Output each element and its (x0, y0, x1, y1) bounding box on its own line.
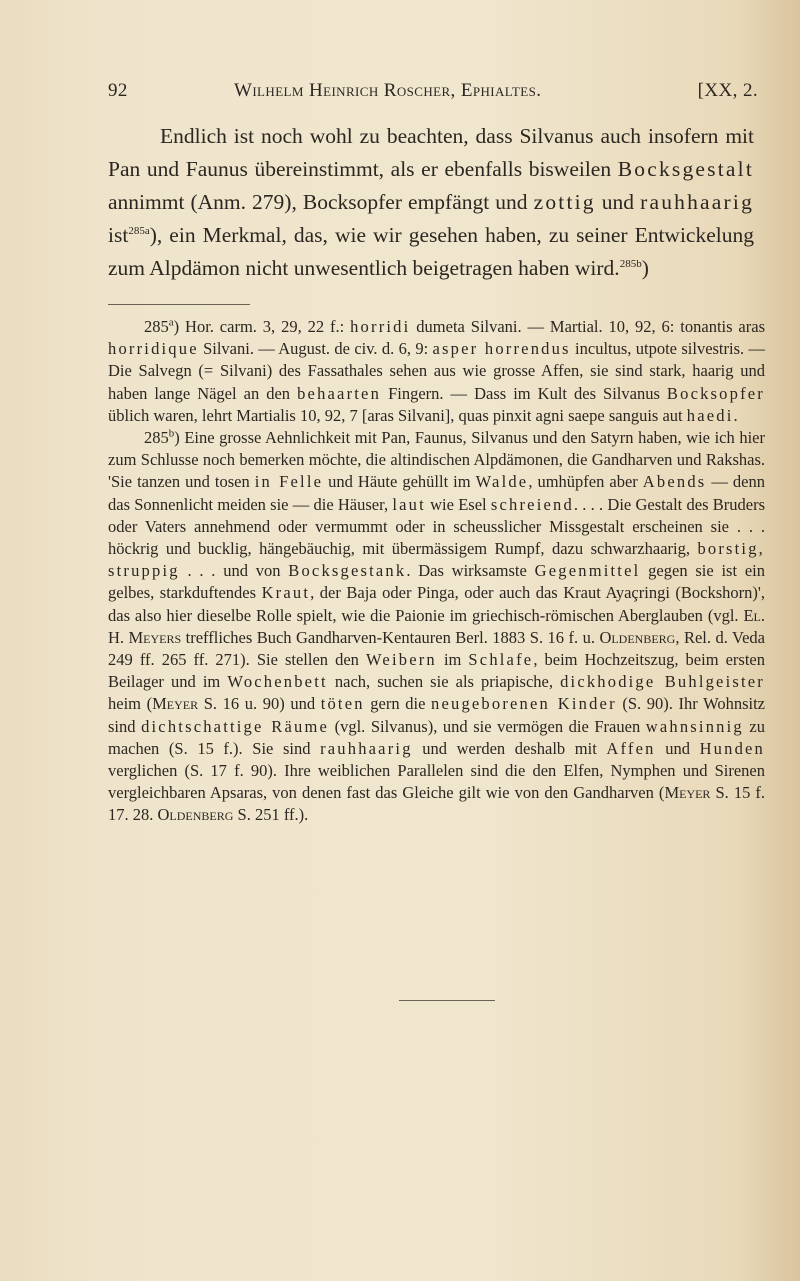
text-run: nach, suchen sie als priapische, (327, 672, 561, 692)
text-run: wie Esel (425, 494, 491, 514)
text-run: annimmt (Anm. 279), Bocksopfer empfängt und (108, 190, 534, 214)
spaced-term: Bocksopfer (666, 383, 765, 403)
text-run: ), ein Merkmal, das, wie wir gesehen haben, zu seiner Entwickelung zum Alpdämon nicht unwesentlich beigetragen haben wird. (108, 223, 754, 280)
spaced-term: zottig (533, 190, 596, 214)
text-run: ) Hor. carm. 3, 29, 22 f.: (173, 317, 351, 336)
text-run: zu machen (S. 15 f.). Sie sind (108, 716, 765, 758)
text-run: S. 16 u. 90) und (198, 694, 321, 714)
text-run: treffliches Buch Gandharven-Kentauren Berl. 1883 S. 16 f. u. (181, 627, 600, 647)
spaced-term: wahnsinnig (645, 716, 744, 736)
text-run: und (595, 190, 641, 214)
text-run: , umhüpfen aber (528, 472, 643, 492)
text-run: . Das wirksamste (406, 561, 535, 581)
spaced-term: Abends (642, 472, 707, 492)
text-run: verglichen (S. 17 f. 90). Ihre weiblichen Parallelen sind die den Elfen, Nymphen und Sirenen vergleichbaren Apsaras, von denen fast das Gleiche gilt wie von den Gandharven ( (108, 761, 765, 803)
spaced-term: Hunden (699, 738, 766, 758)
author-name: El. H. Meyers (108, 605, 765, 647)
spaced-term: horridique (108, 339, 199, 359)
text-run: — denn das Sonnenlicht meiden sie — die Häuser, (108, 472, 765, 514)
running-title: Wilhelm Heinrich Roscher, Ephialtes. (234, 80, 542, 101)
footnote-number: 285 (144, 428, 169, 448)
spaced-term: horridi (350, 317, 411, 336)
author-name: Oldenberg (157, 805, 234, 825)
spaced-term: Affen (606, 738, 656, 758)
spaced-term: Gegenmittel (534, 561, 641, 581)
text-run: incultus, utpote silvestris. — Die Salvegn (= Silvani) des Fassathales sehen aus wie grosse Affen, sie sind stark, haarig und haben lange Nägel an den (108, 339, 765, 403)
text-run: . . . . Die Gestalt des Bruders oder Vaters annehmend oder vermummt oder in scheusslicher Missgestalt erscheinen sie . . . höckrig und bucklig, hängebäuchig, mit übermässigem Rumpf, dazu schwarzhaarig, (108, 494, 765, 559)
spaced-term: neugeborenen Kinder (431, 694, 617, 714)
footnotes (108, 316, 765, 827)
text-run: und Häute gehüllt im (323, 472, 476, 492)
spaced-term: Schlafe (468, 650, 534, 670)
spaced-term: töten (320, 694, 365, 714)
footnote-ref: 285b (619, 257, 642, 270)
page-number: 92 (108, 80, 128, 101)
end-rule (399, 1000, 495, 1001)
footnote-285a (108, 316, 765, 427)
text-run: Endlich ist noch wohl zu beachten, dass Silvanus auch insofern mit Pan und Faunus übereinstimmt, als er ebenfalls bisweilen (108, 124, 754, 181)
spaced-term: dickhodige Buhlgeister (560, 672, 765, 692)
footnote-letter: a (168, 316, 174, 329)
page-header (108, 80, 758, 114)
footnote-separator (108, 304, 250, 305)
text-run: S. 251 ff.). (233, 805, 309, 825)
spaced-term: Walde (475, 472, 529, 492)
text-run: (vgl. Silvanus), und sie vermögen die Frauen (329, 716, 646, 736)
text-run: gegen sie ist ein gelbes, starkduftendes (108, 561, 765, 603)
author-name: Meyer (152, 694, 199, 714)
footnote-number: 285 (144, 317, 169, 336)
author-name: Meyer (664, 783, 711, 803)
text-run: , beim Hochzeitszug, beim ersten Beilager und im (108, 650, 765, 692)
spaced-term: Weibern (365, 650, 437, 670)
text-run: und (655, 738, 700, 758)
spaced-term: Bocksgestank (288, 561, 407, 581)
section-reference: [XX, 2. (697, 80, 758, 101)
spaced-term: Kraut (261, 583, 311, 603)
footnote-ref: 285a (128, 224, 150, 237)
text-run: . . . und von (179, 561, 289, 581)
author-name: Oldenberg (599, 627, 676, 647)
spaced-term: Wochenbett (227, 672, 328, 692)
text-run: im (436, 650, 469, 670)
text-run: ) (641, 256, 649, 280)
text-run: dumeta Silvani. — Martial. 10, 92, 6: tonantis aras (410, 317, 765, 336)
text-run: S. 15 f. 17. 28. (108, 783, 766, 825)
spaced-term: laut (392, 494, 426, 514)
text-run: gern die (364, 694, 432, 714)
footnote-letter: b (168, 427, 175, 440)
spaced-term: behaarten (297, 383, 382, 403)
spaced-term: borstig, struppig (108, 539, 765, 581)
main-paragraph (108, 120, 754, 285)
main-text (108, 120, 754, 285)
text-run: , Rel. d. Veda 249 ff. 265 ff. 271). Sie stellen den (108, 627, 765, 670)
spaced-term: haedi (686, 405, 734, 425)
text-run: heim ( (108, 694, 153, 714)
spaced-term: schreiend (490, 494, 574, 514)
text-run: ist (108, 223, 129, 247)
text-run: Silvani. — August. de civ. d. 6, 9: (198, 339, 433, 359)
text-run: (S. 90). Ihr Wohnsitz sind (108, 694, 765, 736)
text-run: . (733, 405, 738, 425)
spaced-term: in Felle (254, 472, 324, 492)
spaced-term: dichtschattige Räume (141, 716, 330, 736)
spaced-term: rauhhaarig (640, 190, 755, 214)
footnote-285b (108, 427, 765, 827)
text-run: und werden deshalb mit (412, 738, 607, 758)
text-run: ) Eine grosse Aehnlichkeit mit Pan, Faunus, Silvanus und den Satyrn haben, wie ich hier zum Schlusse noch bemerken möchte, die altindischen Alpdämonen, die Gandharven und Rakshas. 'Sie tanzen und tosen (108, 428, 765, 492)
spaced-term: Bocksgestalt (617, 157, 754, 181)
text-run: , der Baja oder Pinga, oder auch das Kraut Ayaçringi (Bockshorn)', das also hier dieselbe Rolle spielt, wie die Paionie im griechisch-römischen Aberglauben (vgl. (108, 583, 766, 625)
text-run: üblich waren, lehrt Martialis 10, 92, 7 [aras Silvani], quas pinxit agni saepe sanguis aut (108, 405, 687, 425)
spaced-term: rauhhaarig (320, 738, 413, 758)
text-run: Fingern. — Dass im Kult des Silvanus (381, 383, 667, 403)
spaced-term: asper horrendus (432, 339, 571, 359)
